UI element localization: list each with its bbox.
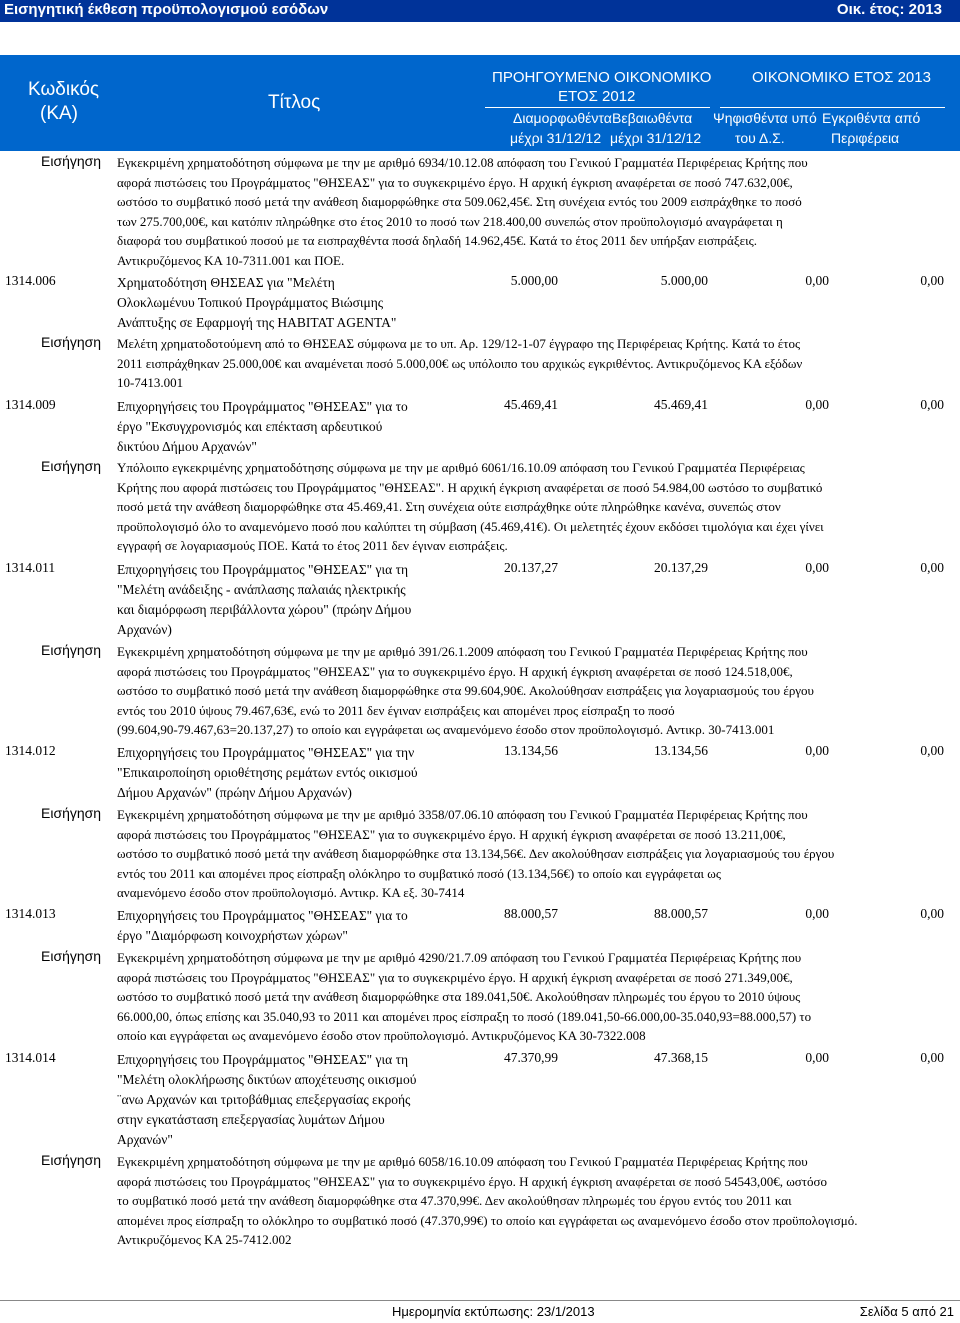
entry-formed: 20.137,27 — [504, 560, 558, 575]
entry-title-line: Επιχορηγήσεις του Προγράμματος "ΘΗΣΕΑΣ" για τη — [117, 562, 409, 577]
entry-title-line: ¨ανω Αρχανών και τριτοβάθμιας επεξεργασίας εκροής — [117, 1092, 411, 1107]
footer-divider — [0, 1300, 960, 1301]
entry-note — [117, 334, 802, 393]
entry-title-line: Ολοκλωμένυυ Τοπικού Προγράμματος Βιώσιμης — [117, 295, 384, 310]
entry-note-line: εντός του 2010 ύψους 79.467,63€, ενώ το 2011 δεν έγιναν εισπράξεις και απομένει προς είσπραξη το ποσό — [117, 702, 675, 718]
entry-approved: 0,00 — [920, 906, 944, 921]
intro-text — [117, 153, 808, 270]
entry-note-line: Υπόλοιπο εγκεκριμένης χρηματοδότησης σύμφωνα με την με αριθμό 6061/16.10.09 απόφαση του Γενικού Γραμματέα Περιφέρειας — [117, 460, 805, 475]
entry-approved: 0,00 — [920, 273, 944, 288]
entry-formed: 45.469,41 — [504, 397, 558, 412]
entry-title — [117, 743, 418, 803]
entry-voted: 0,00 — [805, 906, 829, 921]
report-title: Εισηγητική έκθεση προϋπολογισμού εσόδων — [4, 1, 329, 18]
header-confirmed-line2: μέχρι 31/12/12 — [610, 130, 702, 146]
intro-line: διαφορά του συμβατικού ποσού με τα εισπραχθέντα ποσά δηλαδή 14.962,45€. Κατά το έτος 2011 δεν υπήρξαν εισπράξεις. — [117, 233, 757, 248]
entry-voted: 0,00 — [805, 273, 829, 288]
entry-note-line: Εγκεκριμένη χρηματοδότηση σύμφωνα με την με αριθμό 391/26.1.2009 απόφαση του Γενικού Γραμματέα Περιφέρειας Κρήτης που — [117, 644, 808, 659]
entry-note-line: αφορά πιστώσεις του Προγράμματος "ΘΗΣΕΑΣ" για το συγκεκριμένο έργο. Η αρχική έγκριση αναφέρεται σε ποσό 13.211,00€, — [117, 826, 786, 842]
header-approved-line1: Εγκριθέντα από — [822, 110, 921, 126]
entry-title-line: Επιχορηγήσεις του Προγράμματος "ΘΗΣΕΑΣ" για την — [117, 745, 415, 760]
entry-note-line: απομένει προς είσπραξη το ολόκληρο το συμβατικό ποσό (47.370,99€) το οποίο και εγγράφεται ως αναμενόμενο έσοδο στον προϋπολογισμό. — [117, 1212, 858, 1228]
entry-note-label: Εισήγηση — [41, 805, 102, 821]
print-date: Ημερομηνία εκτύπωσης: 23/1/2013 — [392, 1304, 595, 1319]
header-code-line2: (ΚΑ) — [40, 103, 78, 124]
entry-note-line: Κρήτης που αφορά πιστώσεις του Προγράμματος "ΘΗΣΕΑΣ". Η αρχική έγκριση αναφέρεται σε ποσό 54.984,00 ωστόσο το συμβατικό — [117, 479, 823, 495]
entry-note-label: Εισήγηση — [41, 458, 102, 474]
entry-title-line: "Επικαιροποίηση οριοθέτησης ρεμάτων εντός οικισμού — [117, 765, 418, 780]
entry-voted: 0,00 — [805, 560, 829, 575]
entry-title-line: Ανάπτυξης σε Εφαρμογή της HABITAT AGENTA" — [117, 315, 397, 330]
entry-note-line: οποίο και εγγράφεται ως αναμενόμενο έσοδο στον προϋπολογισμό. Αντικρυζόμενος ΚΑ 30-7322.008 — [117, 1028, 646, 1043]
entry-title-line: στην εγκατάσταση επεξεργασίας λυμάτων Δήμου — [117, 1112, 385, 1127]
entry-title-line: έργο "Εκσυγχρονισμός και επέκταση αρδευτικού — [117, 419, 383, 434]
entry-note-label: Εισήγηση — [41, 334, 102, 350]
intro-line: Εγκεκριμένη χρηματοδότηση σύμφωνα με την με αριθμό 6934/10.12.08 απόφαση του Γενικού Γραμματέα Περιφέρειας Κρήτης που — [117, 155, 808, 170]
entry-note — [117, 948, 811, 1046]
header-voted-line1: Ψηφισθέντα υπό — [713, 110, 817, 126]
entry-formed: 13.134,56 — [504, 743, 558, 758]
entry-confirmed: 20.137,29 — [654, 560, 708, 575]
entry-title — [117, 906, 408, 946]
entry-code: 1314.013 — [5, 906, 56, 921]
intro-line: των 275.700,00€, και κατόπιν πληρώθηκε στο έτος 2010 το ποσό των 218.400,00 συνεπώς στον προϋπολογισμό αναγράφεται η — [117, 213, 783, 229]
entry-approved: 0,00 — [920, 397, 944, 412]
entry-note-line: εντός του 2011 και απομένει προς είσπραξη ολόκληρο το συμβατικό ποσό (13.134,56€) το οποίο και εγγράφεται ως — [117, 865, 721, 881]
report-title-bar — [0, 0, 960, 22]
entry-code: 1314.009 — [5, 397, 56, 412]
entry-approved: 0,00 — [920, 560, 944, 575]
entry-note-label: Εισήγηση — [41, 1152, 102, 1168]
entry-title — [117, 560, 411, 640]
entry-note — [117, 805, 834, 903]
entry-note-line: αφορά πιστώσεις του Προγράμματος "ΘΗΣΕΑΣ" για το συγκεκριμένο έργο. Η αρχική έγκριση αναφέρεται σε ποσό 54543,00€, ωστόσο — [117, 1173, 828, 1189]
intro-line: αφορά πιστώσεις του Προγράμματος "ΘΗΣΕΑΣ" για το συγκεκριμένο έργο. Η αρχική έγκριση αναφέρεται σε ποσό 747.632,00€, — [117, 174, 793, 190]
entry-approved: 0,00 — [920, 743, 944, 758]
entry-title-line: Αρχανών" — [117, 1132, 173, 1147]
header-current-year: ΟΙΚΟΝΟΜΙΚΟ ΕΤΟΣ 2013 — [752, 69, 931, 86]
entry-formed: 88.000,57 — [504, 906, 558, 921]
entry-note-line: Εγκεκριμένη χρηματοδότηση σύμφωνα με την με αριθμό 4290/21.7.09 απόφαση του Γενικού Γραμματέα Περιφέρειας Κρήτης που — [117, 950, 802, 965]
entry-note-line: το συμβατικό ποσό μετά την ανάθεση διαμορφώθηκε στα 47.370,99€. Δεν ακολούθησαν πληρωμές του έργου εντός του 2011 και — [117, 1193, 792, 1208]
entry-code: 1314.006 — [5, 273, 56, 288]
entry-title-line: "Μελέτη ανάδειξης - ανάπλασης παλαιάς ηλεκτρικής — [117, 582, 406, 597]
entry-note-line: ποσό μετά την ανάθεση διαμορφώθηκε στα 45.469,41. Στη συνέχεια ούτε εισπράχθηκε ούτε πληρώθηκε κανένα, συνεπώς στον — [117, 499, 781, 514]
header-approved-line2: Περιφέρεια — [831, 130, 900, 146]
entry-formed: 5.000,00 — [510, 273, 558, 288]
entry-confirmed: 5.000,00 — [660, 273, 708, 288]
entry-note-line: Εγκεκριμένη χρηματοδότηση σύμφωνα με την με αριθμό 3358/07.06.10 απόφαση του Γενικού Γραμματέα Περιφέρειας Κρήτης που — [117, 807, 808, 822]
entry-code: 1314.014 — [5, 1050, 56, 1065]
entry-formed: 47.370,99 — [504, 1050, 558, 1065]
entry-title — [117, 273, 396, 333]
intro-label: Εισήγηση — [41, 153, 102, 169]
entry-title — [117, 1050, 416, 1150]
entry-note-line: προϋπολογισμό όλο το αναμενόμενο ποσό που καλύπτει τη σύμβαση (45.469,41€). Οι μελετητές έχουν εκδόσει τιμολόγια και έχει γίνει — [117, 518, 824, 534]
entry-title-line: "Μελέτη ολοκλήρωσης δικτύων αποχέτευσης οικισμού — [117, 1072, 417, 1087]
entry-note-line: ωστόσο το συμβατικό ποσό μετά την ανάθεση διαμορφώθηκε στα 99.604,90€. Ακολούθησαν εισπράξεις για λογαριασμούς του έργου — [117, 683, 814, 698]
entry-note-line: 10-7413.001 — [117, 375, 184, 390]
entry-title — [117, 397, 408, 457]
header-prev-year-line1: ΠΡΟΗΓΟΥΜΕΝΟ ΟΙΚΟΝΟΜΙΚΟ — [492, 69, 712, 86]
entry-note-line: αφορά πιστώσεις του Προγράμματος "ΘΗΣΕΑΣ" για το συγκεκριμένο έργο. Η αρχική έγκριση αναφέρεται σε ποσό 124.518,00€, — [117, 663, 793, 679]
entry-title-line: και διαμόρφωση περιβάλλοντα χώρου" (πρώην Δήμου — [117, 602, 412, 617]
entry-voted: 0,00 — [805, 1050, 829, 1065]
entry-title-line: Επιχορηγήσεις του Προγράμματος "ΘΗΣΕΑΣ" για το — [117, 908, 408, 923]
entry-note-line: 66.000,00, όπως επίσης και 35.040,93 το 2011 και απομένει προς είσπραξη το ποσό (189.041,50-66.000,00-35.040,93=88.000,57) το — [117, 1008, 812, 1024]
header-title: Τίτλος — [268, 92, 321, 113]
entry-title-line: Δήμου Αρχανών" (πρώην Δήμου Αρχανών) — [117, 785, 352, 800]
fiscal-year: Οικ. έτος: 2013 — [836, 1, 942, 18]
entry-note-line: ωστόσο το συμβατικό ποσό μετά την ανάθεση διαμορφώθηκε στα 189.041,50€. Ακολούθησαν πληρωμές του έργου το 2010 ύψους — [117, 989, 801, 1004]
intro-line: ωστόσο το συμβατικό ποσό μετά την ανάθεση διαμορφώθηκε στα 509.062,45€. Στη συνέχεια εντός του 2009 εισπράχθηκε το ποσό — [117, 194, 802, 209]
entry-note-line: (99.604,90-79.467,63=20.137,27) το οποίο και εγγράφεται ως αναμενόμενο έσοδο στον προϋπολογισμό. Αντικρ. 30-7413.001 — [117, 722, 775, 737]
entry-note-line: εγγραφή σε λογαριασμούς ΠΟΕ. Κατά το έτος 2011 δεν έγιναν εισπράξεις. — [117, 538, 508, 553]
header-divider-prev — [485, 107, 710, 108]
entry-code: 1314.011 — [5, 560, 56, 575]
entry-voted: 0,00 — [805, 743, 829, 758]
entry-title-line: Επιχορηγήσεις του Προγράμματος "ΘΗΣΕΑΣ" για τη — [117, 1052, 409, 1067]
header-code-line1: Κωδικός — [28, 79, 100, 100]
entry-note-line: Μελέτη χρηματοδοτούμενη από το ΘΗΣΕΑΣ σύμφωνα με το υπ. Αρ. 129/12-1-07 έγγραφο της Περιφέρειας Κρήτης. Κατά το έτος — [117, 336, 801, 351]
header-confirmed-line1: Βεβαιωθέντα — [612, 110, 693, 126]
entry-confirmed: 88.000,57 — [654, 906, 708, 921]
entry-note-label: Εισήγηση — [41, 642, 102, 658]
header-voted-line2: του Δ.Σ. — [735, 130, 785, 146]
header-divider-current — [720, 107, 945, 108]
entry-note — [117, 1152, 857, 1250]
entry-note-line: ωστόσο το συμβατικό ποσό μετά την ανάθεση διαμορφώθηκε στα 13.134,56€. Δεν ακολούθησαν εισπράξεις για λογαριασμούς του έργου — [117, 846, 835, 861]
entry-note-line: αναμενόμενο έσοδο στον προϋπολογισμό. Αντικρ. ΚΑ εξ. 30-7414 — [117, 885, 465, 900]
entry-title-line: Επιχορηγήσεις του Προγράμματος "ΘΗΣΕΑΣ" για το — [117, 399, 408, 414]
header-prev-year-line2: ΕΤΟΣ 2012 — [558, 88, 636, 105]
entry-note-line: Αντικρυζόμενος ΚΑ 25-7412.002 — [117, 1232, 292, 1247]
entry-approved: 0,00 — [920, 1050, 944, 1065]
entry-voted: 0,00 — [805, 397, 829, 412]
table-header — [0, 55, 960, 151]
entry-note-line: 2011 εισπράχθηκαν 25.000,00€ και αναμένεται ποσό 5.000,00€ ως υπόλοιπο του αρχικώς εγκριθέντος. Αντικρυζόμενος ΚΑ εξόδων — [117, 355, 803, 371]
entry-title-line: Αρχανών) — [117, 622, 172, 637]
entry-title-line: Χρηματοδότηση ΘΗΣΕΑΣ για "Μελέτη — [117, 275, 335, 290]
entry-confirmed: 13.134,56 — [654, 743, 708, 758]
entry-note-line: Εγκεκριμένη χρηματοδότηση σύμφωνα με την με αριθμό 6058/16.10.09 απόφαση του Γενικού Γραμματέα Περιφέρειας Κρήτης που — [117, 1154, 808, 1169]
header-formed-line2: μέχρι 31/12/12 — [510, 130, 602, 146]
entry-note — [117, 642, 814, 740]
entry-title-line: έργο "Διαμόρφωση κοινοχρήστων χώρων" — [117, 928, 348, 943]
page-number: Σελίδα 5 από 21 — [859, 1304, 954, 1319]
header-formed-line1: Διαμορφωθέντα — [513, 110, 612, 126]
entry-confirmed: 45.469,41 — [654, 397, 708, 412]
entry-note — [117, 458, 824, 556]
intro-line: Αντικρυζόμενος ΚΑ 10-7311.001 και ΠΟΕ. — [117, 252, 345, 268]
entry-note-label: Εισήγηση — [41, 948, 102, 964]
entry-title-line: δικτύου Δήμου Αρχανών" — [117, 439, 257, 454]
entry-note-line: αφορά πιστώσεις του Προγράμματος "ΘΗΣΕΑΣ" για το συγκεκριμένο έργο. Η αρχική έγκριση αναφέρεται σε ποσό 271.349,00€, — [117, 969, 793, 985]
entry-code: 1314.012 — [5, 743, 56, 758]
entry-confirmed: 47.368,15 — [654, 1050, 708, 1065]
